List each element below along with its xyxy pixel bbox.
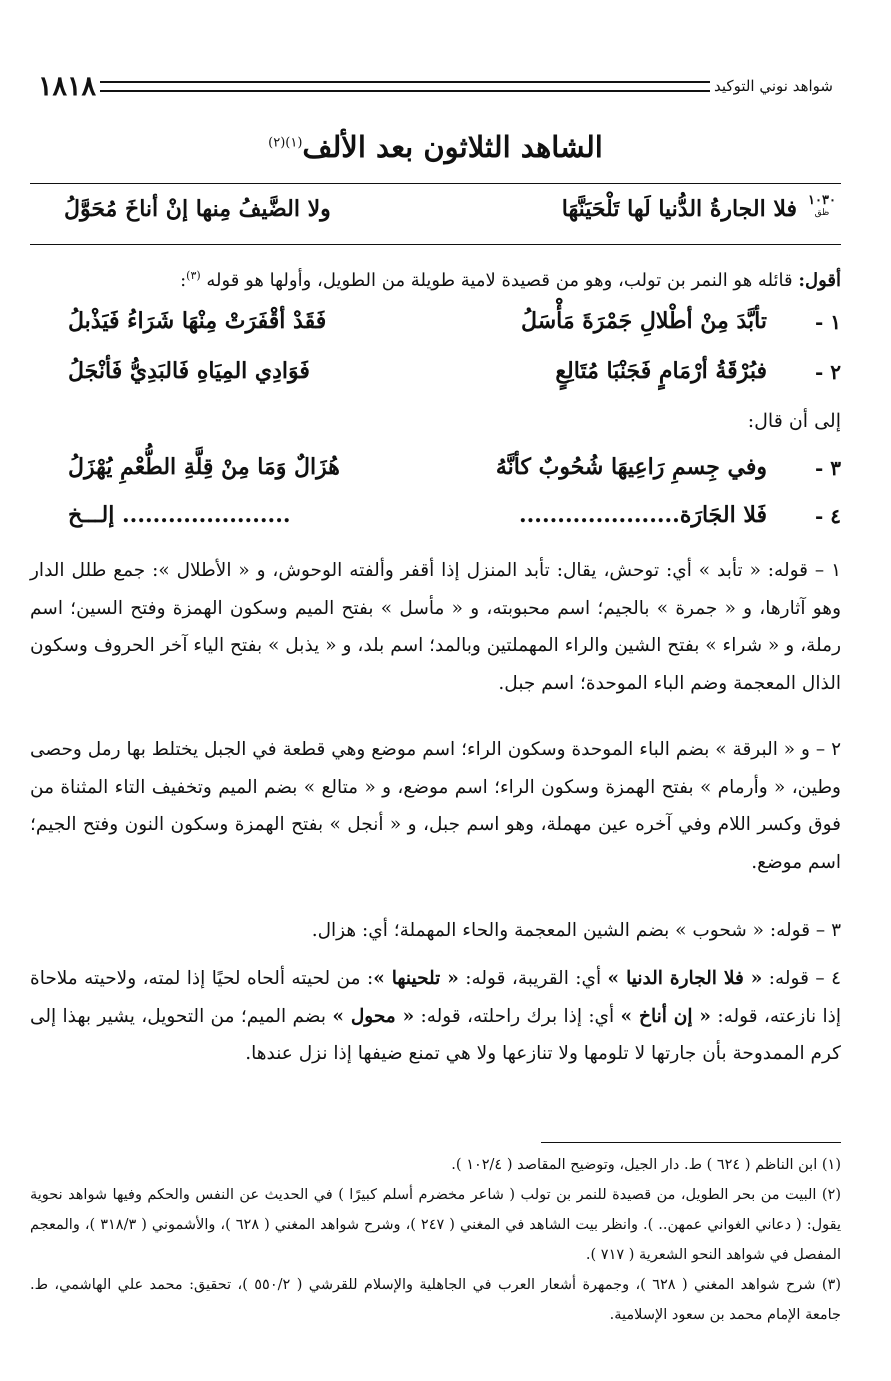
footnote-1: (١) ابن الناظم ( ٦٢٤ ) ط. دار الجيل، وتوضيح المقاصد ( ١٠٢/٤ ). xyxy=(451,1157,841,1173)
bridge-text: إلى أن قال: xyxy=(747,410,841,432)
p4-text: أي: إذا برك راحلته، قوله: xyxy=(414,1005,621,1027)
main-verse xyxy=(30,190,841,236)
poem-line-number: ٢ - xyxy=(814,360,841,384)
explanation-paragraph-1: ١ – قوله: « تأبد » أي: توحش، يقال: تأبد المنزل إذا أقفر وألفته الوحوش، و « الأطلال »: جمع طلل الدار وهو آثارها، و « جمرة » بالجيم؛ اسم محبوبته، و « مأسل » بفتح الميم وسكون الهمزة وفتح السين؛ اسم رملة، و « شراء » بفتح الشين والراء المهملتين وبالمد؛ اسم بلد، و « يذبل » بفتح الياء آخر الحروف وسكون الذال المعجمة وضم الباء الموحدة؛ اسم جبل. xyxy=(30,560,841,694)
poem-hemistich-2: ...................... إلـــخ xyxy=(68,502,291,528)
intro-note: (٣) xyxy=(186,269,201,282)
p4-term: « فلا الجارة الدنيا » xyxy=(607,968,763,989)
footnote-3: (٣) شرح شواهد المغني ( ٦٢٨ )، وجمهرة أشعار العرب في الجاهلية والإسلام للقرشي ( ٥٥٠/٢ )، تحقيق: محمد علي الهاشمي، ط. جامعة الإمام محمد بن سعود الإسلامية. xyxy=(30,1277,841,1323)
poem-hemistich-1: وفي جِسمِ رَاعِيهَا شُحُوبٌ كأنَّهُ xyxy=(495,454,767,480)
intro-lead: أقول: xyxy=(798,270,841,291)
poem-line xyxy=(30,500,841,542)
running-header xyxy=(30,66,841,106)
intro-end: : xyxy=(180,270,187,291)
footnotes xyxy=(30,1150,841,1330)
poem-hemistich-2: هُزَالٌ وَمَا مِنْ قِلَّةِ الطُّعْمِ يُهْزَلُ xyxy=(68,454,340,480)
p4-text: أي: القريبة، قوله: xyxy=(458,968,608,989)
p4-text: : من لحيته ألحاه لحيًا إذا لمته، ولاحيته ملاحاة إذا نازعته، قوله: xyxy=(30,968,841,1027)
running-title: شواهد نوني التوكيد xyxy=(714,77,833,95)
verse-number-block xyxy=(803,194,841,218)
poem-hemistich-1: تأبَّدَ مِنْ أطْلالِ جَمْرَةَ مَأْسَلُ xyxy=(521,308,767,334)
intro-text: قائله هو النمر بن تولب، وهو من قصيدة لامية طويلة من الطويل، وأولها هو قوله xyxy=(200,270,799,291)
poem-line-number: ١ - xyxy=(814,310,841,334)
p4-term: « محول » xyxy=(332,1005,415,1027)
poem-hemistich-2: فَقَدْ أقْفَرَتْ مِنْهَا شَرَاءُ فَيَذْبلُ xyxy=(68,308,327,334)
poem-line xyxy=(30,452,841,494)
verse-rule xyxy=(30,244,841,245)
explanation-paragraph-3: ٣ – قوله: « شحوب » بضم الشين المعجمة والحاء المهملة؛ أي: هزال. xyxy=(311,920,841,941)
footnote-rule xyxy=(541,1142,841,1143)
footnote-2: (٢) البيت من بحر الطويل، من قصيدة للنمر بن تولب ( شاعر مخضرم أسلم كبيرًا ) في الحديث عن النفس والحكم وفيها شواهد نحوية يقول: ( دعاني الغواني عمهن.. ). وانظر بيت الشاهد في المغني ( ٢٤٧ )، وشرح شواهد المغني ( ٦٢٨ )، والأشموني ( ٣١٨/٣ )، والمعجم المفصل في شواهد النحو الشعرية ( ٧١٧ ). xyxy=(30,1187,841,1263)
poem-line xyxy=(30,356,841,398)
poem-hemistich-1: فبُرْقَةُ أرْمَامٍ فَجَنْبَا مُتَالِعٍ xyxy=(555,358,767,384)
verse-number: ١٠٣٠ xyxy=(808,193,836,208)
section-title-text: الشاهد الثلاثون بعد الألف xyxy=(302,130,603,164)
explanation-paragraph-4 xyxy=(30,960,841,1073)
poem-hemistich-2: فَوَادِي المِيَاهِ فَالبَدِيُّ فَأنْجَلُ xyxy=(68,358,310,384)
explanation-paragraph-2: ٢ – و « البرقة » بضم الباء الموحدة وسكون الراء؛ اسم موضع وهي قطعة في الجبل يختلط بها رمل وحصى وطين، « وأرمام » بفتح الهمزة وسكون الراء؛ اسم موضع، و « متالع » بضم الميم وتخفيف التاء المثناة من فوق وكسر اللام وفي آخره عين مهملة، وهو اسم جبل، و « أنجل » بفتح الهمزة وسكون النون وفتح الجيم؛ اسم موضع. xyxy=(30,739,841,873)
page-number: ١٨١٨ xyxy=(38,70,97,102)
main-verse-hemistich-1: فلا الجارةُ الدُّنيا لَها تَلْحَيَنَّهَا xyxy=(561,196,797,222)
p4-term: « إن أناخ » xyxy=(620,1005,711,1027)
verse-tag: ظق xyxy=(814,208,830,218)
header-rule xyxy=(100,81,710,92)
p4-text: بضم الميم؛ من التحويل، يشير بهذا إلى كرم الممدوحة بأن جارتها لا تلومها ولا تنازعها ولا هي تمنع ضيفها إذا نزل عندها. xyxy=(30,1005,841,1064)
section-title-note: (١)(٢) xyxy=(268,135,303,151)
p4-text: ٤ – قوله: xyxy=(762,968,841,989)
poem-hemistich-1: فَلا الجَارَة..................... xyxy=(518,502,767,528)
p4-term: « تلحينها » xyxy=(373,968,459,989)
title-rule xyxy=(30,183,841,184)
poem-line xyxy=(30,306,841,348)
poem-line-number: ٤ - xyxy=(814,504,841,528)
section-title xyxy=(30,130,841,164)
main-verse-hemistich-2: ولا الضَّيفُ مِنها إنْ أناخَ مُحَوَّلُ xyxy=(64,196,331,222)
intro-paragraph xyxy=(30,262,841,295)
poem-line-number: ٣ - xyxy=(814,456,841,480)
